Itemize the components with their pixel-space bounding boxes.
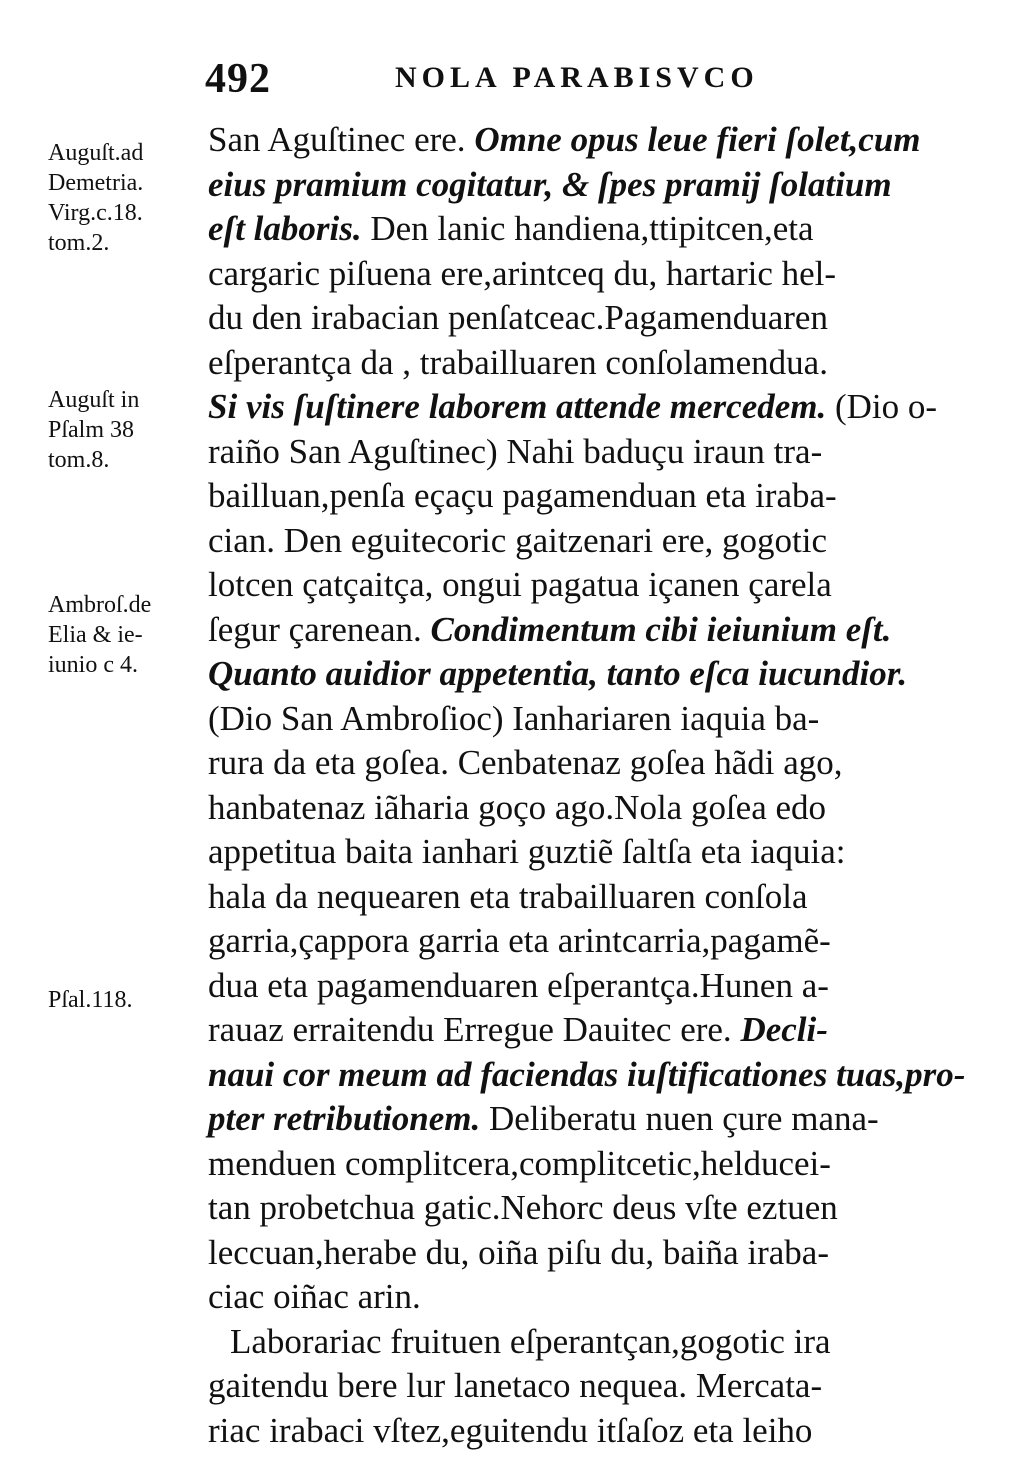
latin-quote: pter retributionem.	[208, 1099, 481, 1138]
text-segment: raiño San Aguſtinec) Nahi baduçu iraun tra-	[208, 431, 823, 471]
text-line	[208, 1275, 938, 1320]
text-line	[208, 652, 938, 697]
text-segment: ſegur çarenean.	[208, 609, 431, 649]
text-line	[208, 875, 938, 920]
text-line	[208, 118, 938, 163]
body-text	[208, 118, 966, 1453]
text-segment: bailluan,penſa eçaçu pagamenduan eta iraba-	[208, 476, 837, 515]
page-number: 492	[205, 56, 271, 102]
text-segment: (Dio San Ambroſioc) Ianhariaren iaquia ba-	[208, 698, 820, 738]
text-segment: lotcen çatçaitça, ongui pagatua içanen çarela	[208, 565, 832, 604]
margin-note-line: Demetria.	[48, 170, 144, 196]
margin-note-line: tom.2.	[48, 230, 110, 256]
latin-quote: Decli-	[740, 1010, 828, 1049]
text-segment: appetitua baita ianhari guztiẽ ſaltſa eta iaquia:	[208, 832, 846, 871]
text-line	[208, 207, 938, 252]
text-line	[208, 1409, 938, 1454]
page-header	[205, 55, 765, 105]
text-segment: Deliberatu nuen çure mana-	[480, 1099, 879, 1138]
text-line	[208, 786, 938, 831]
text-line	[208, 1364, 938, 1409]
text-line	[208, 563, 938, 608]
margin-note-line: tom.8.	[48, 447, 110, 473]
latin-quote: Condimentum cibi ieiunium eſt.	[430, 609, 892, 649]
text-line	[208, 919, 938, 964]
margin-note-ambrose	[48, 590, 208, 680]
text-segment: gaitendu bere lur lanetaco nequea. Mercata-	[208, 1366, 823, 1405]
text-line	[208, 519, 938, 564]
text-segment: San Aguſtinec ere.	[208, 120, 475, 159]
text-segment: cargaric piſuena ere,arintceq du, hartaric hel-	[208, 253, 837, 293]
text-line	[208, 163, 938, 208]
text-segment: leccuan,herabe du, oiña piſu du, baiña iraba-	[208, 1232, 829, 1272]
text-line	[208, 1142, 938, 1187]
text-segment: dua eta pagamenduaren eſperantça.Hunen a-	[208, 965, 829, 1005]
text-segment: (Dio o-	[826, 387, 938, 426]
latin-quote: Quanto auidior appetentia, tanto eſca iucundior.	[208, 654, 908, 693]
text-segment: menduen complitcera,complitcetic,helducei-	[208, 1143, 831, 1183]
text-segment: riac irabaci vſtez,eguitendu itſaſoz eta leiho	[208, 1410, 813, 1450]
text-line	[208, 741, 938, 786]
text-segment: rura da eta goſea. Cenbatenaz goſea hãdi ago,	[208, 743, 843, 782]
latin-quote: Si vis ſuſtinere laborem attende mercedem.	[208, 387, 827, 426]
text-line	[208, 1231, 938, 1276]
text-segment: Den lanic handiena,ttipitcen,eta	[361, 209, 814, 248]
latin-quote: naui cor meum ad faciendas iuſtificationes tuas,pro-	[208, 1054, 966, 1094]
text-line	[208, 385, 938, 430]
text-line	[208, 697, 938, 742]
text-line	[208, 430, 938, 475]
margin-note-psalm-118	[48, 985, 208, 1015]
text-segment: eſperantça da , trabailluaren conſolamendua.	[208, 342, 828, 382]
margin-note-line: Elia & ie-	[48, 622, 143, 648]
text-line	[208, 1008, 938, 1053]
margin-note-line: Virg.c.18.	[48, 200, 143, 226]
latin-quote: Omne opus leue fieri ſolet,cum	[474, 120, 921, 159]
margin-note-line: Pſal.118.	[48, 987, 133, 1013]
text-line	[208, 252, 938, 297]
margin-note-line: iunio c 4.	[48, 652, 138, 678]
text-segment: hanbatenaz iãharia goço ago.Nola goſea edo	[208, 787, 827, 827]
margin-note-line: Pſalm 38	[48, 417, 135, 443]
text-segment: rauaz erraitendu Erregue Dauitec ere.	[208, 1010, 741, 1049]
text-line	[208, 474, 938, 519]
text-line	[208, 830, 938, 875]
text-segment: hala da nequearen eta trabailluaren conſola	[208, 876, 808, 916]
text-line	[208, 1097, 938, 1142]
margin-note-line: Auguſt in	[48, 387, 140, 413]
latin-quote: eſt laboris.	[208, 209, 362, 248]
text-segment: tan probetchua gatic.Nehorc deus vſte eztuen	[208, 1188, 838, 1227]
running-title: NOLA PARABISVCO	[395, 61, 759, 94]
text-line	[208, 964, 938, 1009]
text-line	[208, 1053, 966, 1098]
latin-quote: eius pramium cogitatur, & ſpes pramij ſolatium	[208, 164, 892, 204]
margin-note-augustine-demetria	[48, 138, 208, 258]
text-line	[208, 1320, 938, 1365]
text-segment: cian. Den eguitecoric gaitzenari ere, gogotic	[208, 520, 827, 560]
text-line	[208, 1186, 938, 1231]
text-segment: ciac oiñac arin.	[208, 1277, 421, 1316]
margin-note-line: Auguſt.ad	[48, 140, 144, 166]
text-line	[208, 296, 938, 341]
text-line	[208, 341, 938, 386]
text-segment: du den irabacian penſatceac.Pagamenduaren	[208, 298, 828, 337]
margin-note-line: Ambroſ.de	[48, 592, 152, 618]
text-segment: garria,çappora garria eta arintcarria,pagamẽ-	[208, 921, 831, 960]
margin-note-augustine-psalm	[48, 385, 208, 475]
text-line	[208, 608, 938, 653]
text-segment: Laborariac fruituen eſperantçan,gogotic ira	[230, 1321, 831, 1361]
